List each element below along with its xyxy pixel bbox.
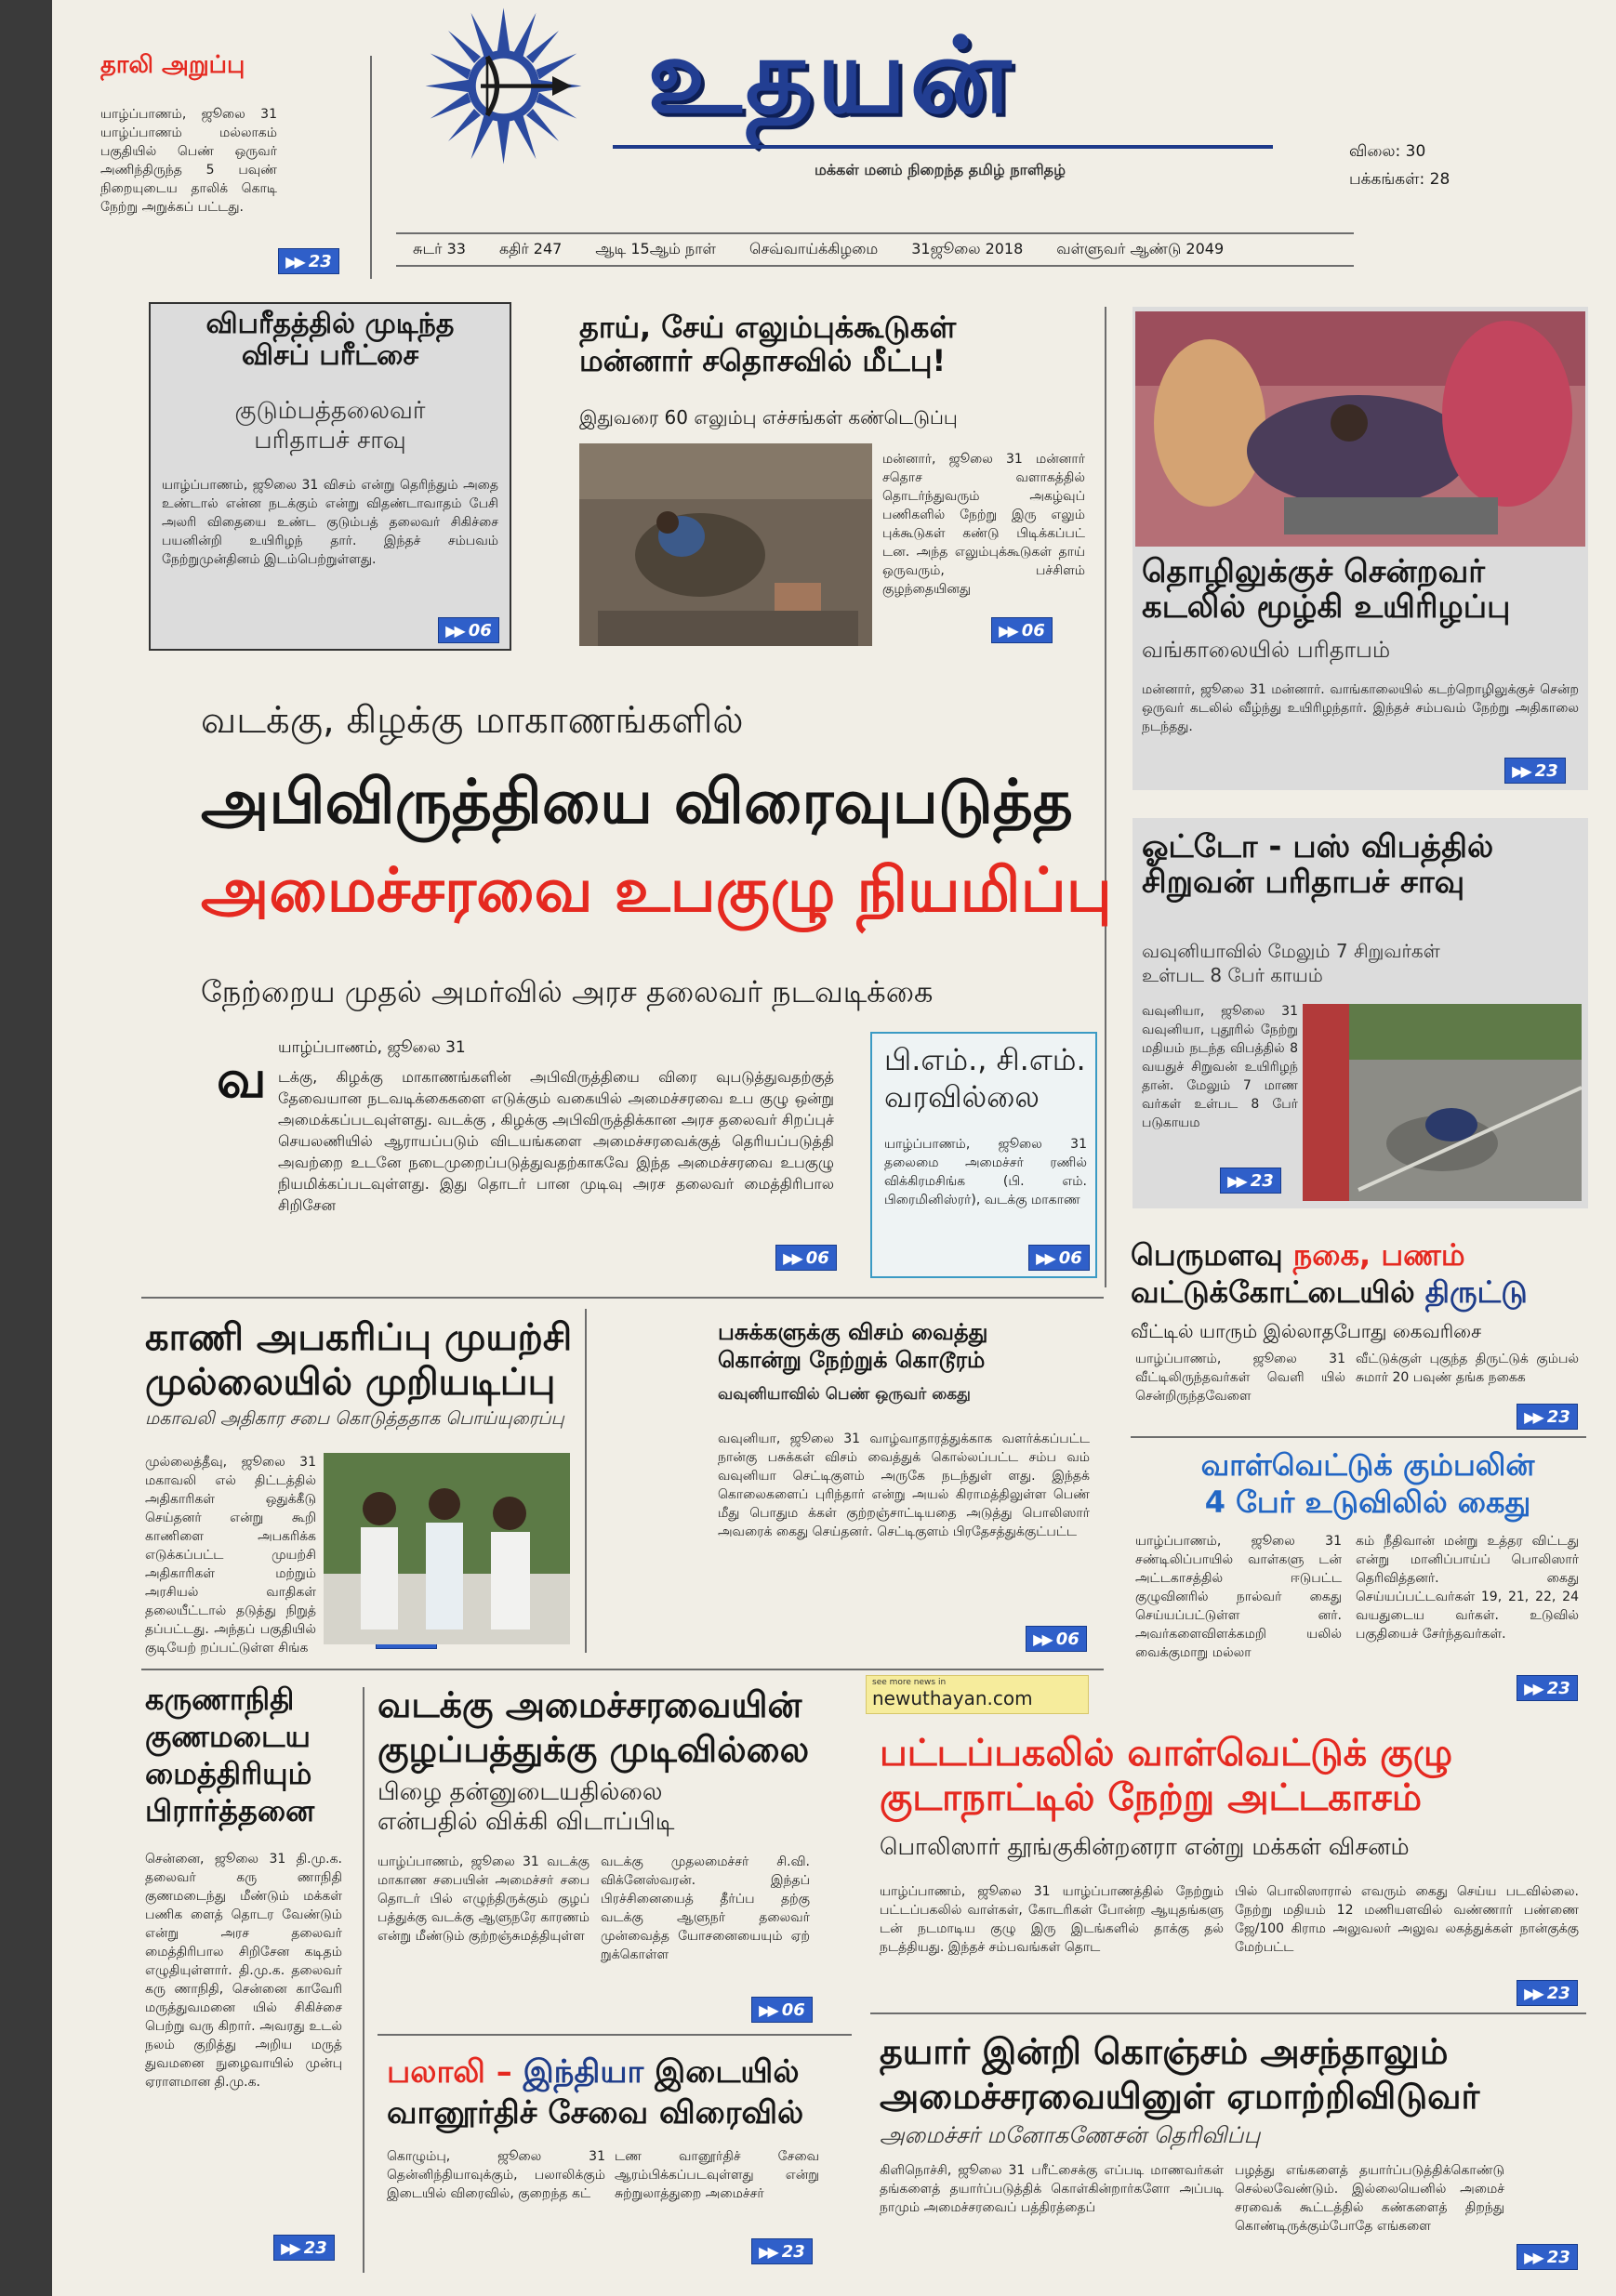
cattle-page-ref[interactable]: ▶▶ 06 [1026,1626,1087,1652]
fisher-page-ref[interactable]: ▶▶ 23 [1504,758,1566,784]
pm-cm-page-ref[interactable]: ▶▶ 06 [1028,1245,1090,1271]
cattle-headline: பசுக்களுக்கு விசம் வைத்து கொன்று நேற்றுக் கொடூரம் [718,1319,988,1373]
section-rule [141,1669,1104,1670]
masthead-title: உதயன் [647,16,1015,137]
column-divider [370,56,372,279]
jewel-col2: வீட்டுக்குள் புகுந்த திருட்டுக் கும்பல் சுமார் 20 பவுண் தங்க நகைக [1356,1352,1579,1385]
sword-headline: வாள்வெட்டுக் கும்பலின் 4 பேர் உடுவிலில் கைது [1200,1447,1535,1520]
section-rule [870,2012,1586,2014]
section-rule [1131,1436,1586,1438]
daylight-subhead: பொலிஸார் தூங்குகின்றனரா என்று மக்கள் விசனம் [880,1833,1410,1860]
exam-col1: கிளிநொச்சி, ஜூலை 31 பரீட்சைக்கு எப்படி மாணவர்கள் தங்களைத் தயார்ப்படுத்திக் கொள்கின்றார்களோ அப்படி நாமும் அமைச்சரவைப் பத்திரத்தைப் [880,2163,1224,2215]
palaly-page-ref[interactable]: ▶▶ 23 [751,2238,813,2264]
newspaper-page [52,0,1616,2296]
section-rule [378,2034,852,2036]
cabinet-page-ref[interactable]: ▶▶ 06 [751,1997,813,2023]
double-chevron-icon: ▶▶ [445,621,463,640]
exam-page-ref[interactable]: ▶▶ 23 [1517,2244,1578,2270]
double-chevron-icon: ▶▶ [1227,1171,1245,1190]
auto-page-ref[interactable]: ▶▶ 23 [1220,1168,1281,1194]
lead-headline: அபிவிருத்தியை விரைவுபடுத்த [201,766,1073,838]
double-chevron-icon: ▶▶ [285,252,303,271]
double-chevron-icon: ▶▶ [759,2000,776,2019]
double-chevron-icon: ▶▶ [1033,1630,1051,1648]
double-chevron-icon: ▶▶ [1036,1248,1053,1267]
website-promo[interactable]: see more news in newuthayan.com [866,1675,1089,1714]
karuna-headline: கருணாநிதி குணமடைய மைத்திரியும் பிரார்த்தனை [145,1682,315,1828]
jewel-headline: பெருமளவு நகை, பணம் வட்டுக்கோட்டையில் திருட்டு [1131,1237,1528,1310]
lead-page-ref[interactable]: ▶▶ 06 [775,1245,837,1271]
lead-dropcap: வ [217,1049,267,1110]
land-officials-photo [324,1453,570,1644]
palaly-col2: டண வானூர்திச் சேவை ஆரம்பிக்கப்படவுள்ளது என்று சுற்றுலாத்துறை அமைச்சர் [615,2149,819,2201]
info-date: 31ஜூலை 2018 [911,240,1024,257]
daylight-page-ref[interactable]: ▶▶ 23 [1517,1980,1578,2006]
jewel-subhead: வீட்டில் யாரும் இல்லாதபோது கைவரிசை [1131,1320,1482,1342]
lead-headline-red: அமைச்சரவை உபகுழு நியமிப்பு [201,854,1112,926]
sun-logo-icon [422,5,585,167]
accident-photo [1303,1004,1582,1201]
daylight-col1: யாழ்ப்பாணம், ஜூலை 31 யாழ்ப்பாணத்தில் நேற்றும் பட்டப்பகலில் வாள்கள், கோடரிகள் போன்ற ஆயுதங்களு டன் நடமாடிய குழு இரு இடங்களில் தாக்கு தல் நடத்தியது. இந்தச் சம்பவங்கள் தொட [880,1884,1224,1955]
cabinet-col2: வடக்கு முதலமைச்சர் சி.வி. விக்னேஸ்வரன். இந்தப் பிரச்சினையைத் தீர்ப்ப தற்கு வடக்கு ஆளுநர் தலைவர் முன்வைத்த யோசனையையும் ஏற் றுக்கொள்ள [601,1854,810,1962]
land-headline: காணி அபகரிப்பு முயற்சி முல்லையில் முறியடிப்பு [145,1316,573,1404]
skeleton-subhead: இதுவரை 60 எலும்பு எச்சங்கள் கண்டெடுப்பு [579,406,958,429]
info-bar-bottom-rule [396,265,1354,267]
daylight-col2: பில் பொலிஸாரால் எவரும் கைது செய்ய படவில்லை. நேற்று மதியம் 12 மணியளவில் வண்ணார் பண்ணை ஜே/100 கிராம அலுவலர் அலுவ லகத்துக்கள் நான்குக்கு மேற்பட்ட [1235,1884,1579,1955]
info-weekday: செவ்வாய்க்கிழமை [748,240,879,257]
fisher-body: மன்னார், ஜூலை 31 மன்னார். வாங்காலையில் கடற்றொழிலுக்குச் சென்ற ஒருவர் கடலில் வீழ்ந்து உயிரிழந்தார். இந்தச் சம்பவம் நேற்று அதிகாலை நடந்தது. [1142,682,1579,734]
daylight-headline: பட்டப்பகலில் வாள்வெட்டுக் குழு குடாநாட்டில் நேற்று அட்டகாசம் [880,1732,1453,1819]
info-kathir: கதிர் 247 [498,240,563,257]
jewel-page-ref[interactable]: ▶▶ 23 [1517,1404,1578,1430]
double-chevron-icon: ▶▶ [759,2242,776,2261]
double-chevron-icon: ▶▶ [783,1248,801,1267]
poison-headline: விபரீதத்தில் முடிந்த விசப் பரீட்சை [205,308,455,372]
column-divider [363,1687,364,2273]
fisher-subhead: வங்காலையில் பரிதாபம் [1142,637,1391,663]
palaly-col1: கொழும்பு, ஜூலை 31 தென்னிந்தியாவுக்கும், பலாலிக்கும் இடையில் விரைவில், குறைந்த கட் [387,2149,605,2201]
cabinet-headline: வடக்கு அமைச்சரவையின் குழப்பத்துக்கு முடிவில்லை [378,1684,810,1770]
double-chevron-icon: ▶▶ [1512,761,1530,780]
topleft-page-ref[interactable]: ▶▶ 23 [278,248,339,274]
cabinet-subhead: பிழை தன்னுடையதில்லை என்பதில் விக்கி விடாப்பிடி [378,1778,675,1836]
info-bar-top-rule [396,232,1354,234]
double-chevron-icon: ▶▶ [999,621,1016,640]
cattle-subhead: வவுனியாவில் பெண் ஒருவர் கைது [718,1385,971,1404]
info-tamil-date: ஆடி 15ஆம் நாள் [595,240,716,257]
skeleton-page-ref[interactable]: ▶▶ 06 [991,617,1053,643]
skeleton-headline: தாய், சேய் எலும்புக்கூடுகள் மன்னார் சதொசவில் மீட்பு! [579,310,957,378]
sword-col2: கம் நீதிவான் மன்று உத்தர விட்டது என்று மானிப்பாய்ப் பொலிஸார் தெரிவித்தனர். கைது செய்யப்பட்டவர்கள் 19, 21, 22, 24 வயதுடைய வர்கள். உடுவில் பகுதியைச் சேர்ந்தவர்கள். [1356,1534,1579,1642]
pm-cm-body: யாழ்ப்பாணம், ஜூலை 31 தலைமை அமைச்சர் ரணில் விக்கிரமசிங்க (பி. எம். பிரைமினிஸ்ரர்), வடக்கு மாகாண [884,1137,1087,1207]
website-url[interactable]: newuthayan.com [872,1687,1033,1709]
page-count: பக்கங்கள்: 28 [1349,170,1450,189]
karuna-page-ref[interactable]: ▶▶ 23 [273,2235,335,2261]
land-body: முல்லைத்தீவு, ஜூலை 31 மகாவலி எல் திட்டத்தில் அதிகாரிகள் ஒதுக்கீடு செய்தனர் என்று கூறி காணிளை அபகரிக்க எடுக்கப்பட்ட முயற்சி அதிகாரிகள் மற்றும் அரசியல் வாதிகள் தலையீட்டால் தடுத்து நிறுத் தப்பட்டது. அந்தப் பகுதியில் குடியேற் றப்பட்டுள்ள சிங்க [145,1455,316,1656]
exam-subhead: அமைச்சர் மனோகணேசன் தெரிவிப்பு [880,2122,1261,2148]
lead-dateline: யாழ்ப்பாணம், ஜூலை 31 [278,1038,466,1057]
auto-subhead: வவுனியாவில் மேலும் 7 சிறுவர்கள் உள்பட 8 பேர் காயம் [1142,940,1440,986]
topleft-headline: தாலி அறுப்பு [100,51,245,79]
auto-body: வவுனியா, ஜூலை 31 வவுனியா, புதூரில் நேற்று மதியம் நடந்த விபத்தில் 8 வயதுச் சிறுவன் உயிரிழந் தான். மேலும் 7 மாண வர்கள் உள்பட 8 பேர் படுகாயம [1142,1004,1298,1130]
pm-cm-headline: பி.எம்., சி.எம். வரவில்லை [884,1042,1086,1115]
crowd-photo [1135,311,1585,547]
exam-headline: தயார் இன்றி கொஞ்சம் அசந்தாலும் அமைச்சரவையினுள் ஏமாற்றிவிடுவர் [880,2031,1480,2117]
column-divider [585,1309,587,1653]
sword-page-ref[interactable]: ▶▶ 23 [1517,1675,1578,1701]
exam-col2: பழத்து எங்களைத் தயார்ப்படுத்திக்கொண்டு செல்லவேண்டும். இல்லையெனில் அமைச் சரவைக் கூட்டத்தில் கண்களைத் திறந்து கொண்டிருக்கும்போதே எங்களை [1235,2163,1504,2234]
info-sudar: சுடர் 33 [413,240,466,257]
section-rule [141,1297,1104,1299]
price: விலை: 30 [1349,142,1426,161]
excavation-photo [579,443,872,646]
sword-col1: யாழ்ப்பாணம், ஜூலை 31 சண்டிலிப்பாயில் வாள்களு டன் அட்டகாசத்தில் ஈடுபட்ட குழுவினரில் நால்வர் கைது செய்யப்பட்டுள்ள னர். அவர்களைவிளக்கமறி யலில் வைக்குமாறு மல்லா [1135,1534,1342,1660]
fisher-headline: தொழிலுக்குச் சென்றவர் கடலில் மூழ்கி உயிரிழப்பு [1142,553,1511,627]
karuna-body: சென்னை, ஜூலை 31 தி.மு.க. தலைவர் கரு ணாநிதி குணமடைந்து மீண்டும் மக்கள் பணிக ளைத் தொடர வேண்டும் என்று அரச தலைவர் மைத்திரிபால சிறிசேன கடிதம் எழுதியுள்ளார். தி.மு.க. தலைவர் கரு ணாநிதி, சென்னை காவேரி மருத்துவமனை யில் சிகிச்சை பெற்று வரு கிறார். அவரது உடல் நலம் குறித்து அறிய மருத் துவமனை நுழைவாயில் முன்பு ஏராளமான தி.மு.க. [145,1852,342,2090]
info-bar [413,240,1343,259]
column-divider [1105,307,1106,1287]
poison-page-ref[interactable]: ▶▶ 06 [438,617,499,643]
poison-body: யாழ்ப்பாணம், ஜூலை 31 விசம் என்று தெரிந்தும் அதை உண்டால் என்ன நடக்கும் என்று விதண்டாவாதம் பேசி அலரி விதையை உண்ட குடும்பத் தலைவர் சிகிச்சை பயனின்றி உயிரிழந் தார். இந்தச் சம்பவம் நேற்றுமுன்தினம் இடம்பெற்றுள்ளது. [162,478,498,567]
jewel-col1: யாழ்ப்பாணம், ஜூலை 31 வீட்டிலிருந்தவர்கள் வெளி யில் சென்றிருந்தவேளை [1135,1352,1345,1404]
double-chevron-icon: ▶▶ [1524,1984,1542,2002]
info-valluvar-year: வள்ளுவர் ஆண்டு 2049 [1056,240,1225,257]
masthead-tagline: மக்கள் மனம் நிறைந்த தமிழ் நாளிதழ் [815,161,1066,178]
poison-subhead: குடும்பத்தலைவர் பரிதாபச் சாவு [234,397,426,455]
lead-body: டக்கு, கிழக்கு மாகாணங்களின் அபிவிருத்தியை விரை வுபடுத்துவதற்குத் தேவையான நடவடிக்கைகளை எடுக்கும் வகையில் அமைச்சரவை உப குழு ஒன்று அமைக்கப்படவுள்ளது. வடக்கு , கிழக்கு அபிவிருத்திக்கான அரச தலைவர் சிறப்புச் செயலணியில் ஆராயப்படும் விடயங்களை அமைச்சரவைக்குத் தெரியப்படுத்தி அவற்றை உடனே நடைமுறைப்படுத்துவதற்காகவே இந்த அமைச்சரவை உபகுழு நியமிக்கப்படவுள்ளது. இது தொடர் பான முடிவு அரச தலைவர் மைத்திரிபால சிறிசேன [278,1068,834,1214]
double-chevron-icon: ▶▶ [281,2238,298,2257]
skeleton-body: மன்னார், ஜூலை 31 மன்னார் சதொச வளாகத்தில் தொடர்ந்துவரும் அகழ்வுப் பணிகளில் நேற்று இரு எலும் புக்கூடுகள் கண்டு பிடிக்கப்பட் டன. அந்த எலும்புக்கூடுகள் தாய் ஒருவரும், பச்சிளம் குழந்தையினது [882,452,1085,597]
double-chevron-icon: ▶▶ [1524,1407,1542,1426]
cabinet-col1: யாழ்ப்பாணம், ஜூலை 31 வடக்கு மாகாண சபையின் அமைச்சர் சபை தொடர் பில் எழுந்திருக்கும் குழப் பத்துக்கு வடக்கு ஆளுநரே காரணம் என்று மீண்டும் குற்றஞ்சுமத்தியுள்ள [378,1854,589,1944]
auto-headline: ஓட்டோ - பஸ் விபத்தில் சிறுவன் பரிதாபச் சாவு [1142,828,1494,902]
topleft-body: யாழ்ப்பாணம், ஜூலை 31 யாழ்ப்பாணம் மல்லாகம் பகுதியில் பெண் ஒருவர் அணிந்திருந்த 5 பவுண் நிறையுடைய தாலிக் கொடி நேற்று அறுக்கப் பட்டது. [100,107,277,215]
palaly-headline: பலாலி – இந்தியா இடையில் வானூர்திச் சேவை விரைவில் [387,2053,804,2131]
cattle-body: வவுனியா, ஜூலை 31 வாழ்வாதாரத்துக்காக வளர்க்கப்பட்ட நான்கு பசுக்கள் விசம் வைத்துக் கொல்லப்பட்ட சம்ப வம் வவுனியா செட்டிகுளம் அருகே நடந்துள் ளது. இந்தக் கொலைகளைப் புரிந்தார் என்று அயல் கிராமத்திலுள்ள பெண் மீது பொதும க்கள் குற்றஞ்சாட்டியதை அடுத்து பொலிஸார் அவரைக் கைது செய்தனர். செட்டிகுளம் பிரதேசத்துக்குட்பட்ட [718,1432,1090,1539]
masthead-underline [613,145,1273,149]
lead-subhead: நேற்றைய முதல் அமர்வில் அரச தலைவர் நடவடிக்கை [201,974,934,1009]
lead-kicker: வடக்கு, கிழக்கு மாகாணங்களில் [201,699,744,742]
land-subhead: மகாவலி அதிகார சபை கொடுத்ததாக பொய்யுரைப்பு [145,1408,564,1429]
double-chevron-icon: ▶▶ [1524,1679,1542,1697]
double-chevron-icon: ▶▶ [1524,2248,1542,2266]
